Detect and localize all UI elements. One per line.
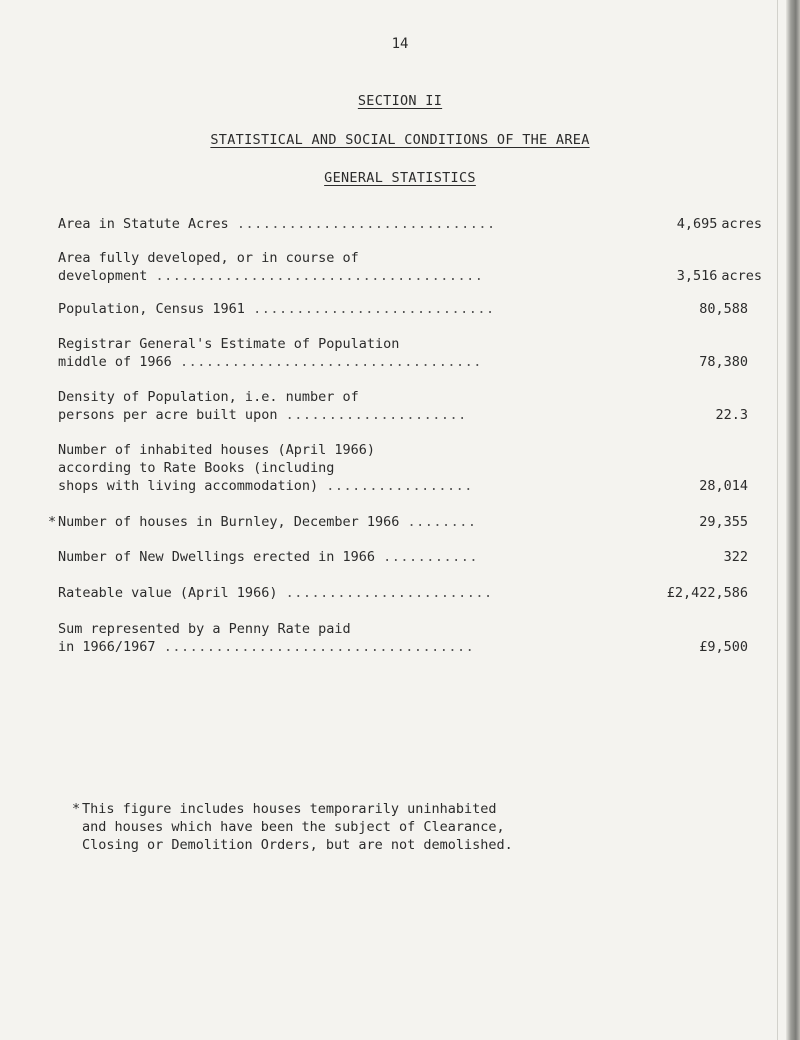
stat-label: Area fully developed, or in course of bbox=[58, 250, 359, 266]
footnote-line: and houses which have been the subject of Clearance, bbox=[82, 819, 505, 835]
stat-label: Sum represented by a Penny Rate paid bbox=[58, 621, 351, 637]
stat-label-cont: development ...................................... bbox=[58, 268, 484, 284]
stat-label: Registrar General's Estimate of Population bbox=[58, 336, 400, 352]
footnote bbox=[72, 800, 722, 854]
stat-label: Area in Statute Acres .............................. bbox=[58, 216, 496, 232]
stat-row-new-dwellings bbox=[58, 548, 748, 566]
stat-row-population-census bbox=[58, 300, 748, 318]
stat-label: Rateable value (April 1966) ........................ bbox=[58, 585, 493, 601]
stat-row-registrar-estimate bbox=[58, 335, 748, 371]
stat-value: 78,380 bbox=[699, 354, 748, 370]
page-edge-shadow bbox=[786, 0, 800, 1040]
stat-value: £2,422,586 bbox=[666, 585, 748, 601]
stat-label: Number of New Dwellings erected in 1966 ........... bbox=[58, 549, 479, 565]
stat-label-cont: persons per acre built upon ..................... bbox=[58, 407, 467, 423]
stat-label: Number of houses in Burnley, December 1966 ........ bbox=[58, 514, 477, 530]
stat-row-penny-rate bbox=[58, 620, 748, 656]
subtitle: GENERAL STATISTICS bbox=[324, 170, 476, 186]
stat-row-rateable-value bbox=[58, 584, 748, 602]
stat-label: Number of inhabited houses (April 1966) bbox=[58, 442, 375, 458]
footnote-line: This figure includes houses temporarily uninhabited bbox=[82, 801, 497, 817]
stat-label-cont: middle of 1966 ................................... bbox=[58, 354, 482, 370]
footnote-line: Closing or Demolition Orders, but are not demolished. bbox=[82, 837, 513, 853]
stat-value: 22.3 bbox=[715, 407, 748, 423]
stat-row-houses-burnley bbox=[48, 513, 748, 531]
stat-unit: acres bbox=[721, 268, 762, 284]
asterisk-mark: * bbox=[48, 514, 57, 530]
stat-value: 3,516 acres bbox=[676, 268, 762, 284]
page-edge-line bbox=[777, 0, 778, 1040]
section-title: SECTION II bbox=[357, 93, 443, 109]
stat-value: 28,014 bbox=[699, 478, 748, 494]
main-title: STATISTICAL AND SOCIAL CONDITIONS OF THE AREA bbox=[210, 132, 590, 148]
stat-unit: acres bbox=[721, 216, 762, 232]
stat-label: Population, Census 1961 ............................ bbox=[58, 301, 495, 317]
stat-value: 322 bbox=[723, 549, 748, 565]
footnote-asterisk: * bbox=[72, 801, 81, 817]
stat-value: £9,500 bbox=[699, 639, 748, 655]
stat-row-inhabited-houses bbox=[58, 441, 748, 495]
stat-row-density bbox=[58, 388, 748, 424]
stat-row-area-developed bbox=[58, 249, 762, 285]
stat-label-cont: in 1966/1967 .................................... bbox=[58, 639, 475, 655]
page-number: 14 bbox=[391, 36, 409, 52]
stat-label-cont: shops with living accommodation) ................. bbox=[58, 478, 473, 494]
stat-value: 80,588 bbox=[699, 301, 748, 317]
stat-label-cont: according to Rate Books (including bbox=[58, 460, 335, 476]
stat-value: 4,695 acres bbox=[676, 216, 762, 232]
stat-row-area-statute-acres bbox=[58, 215, 762, 233]
stat-value: 29,355 bbox=[699, 514, 748, 530]
stat-label: Density of Population, i.e. number of bbox=[58, 389, 359, 405]
